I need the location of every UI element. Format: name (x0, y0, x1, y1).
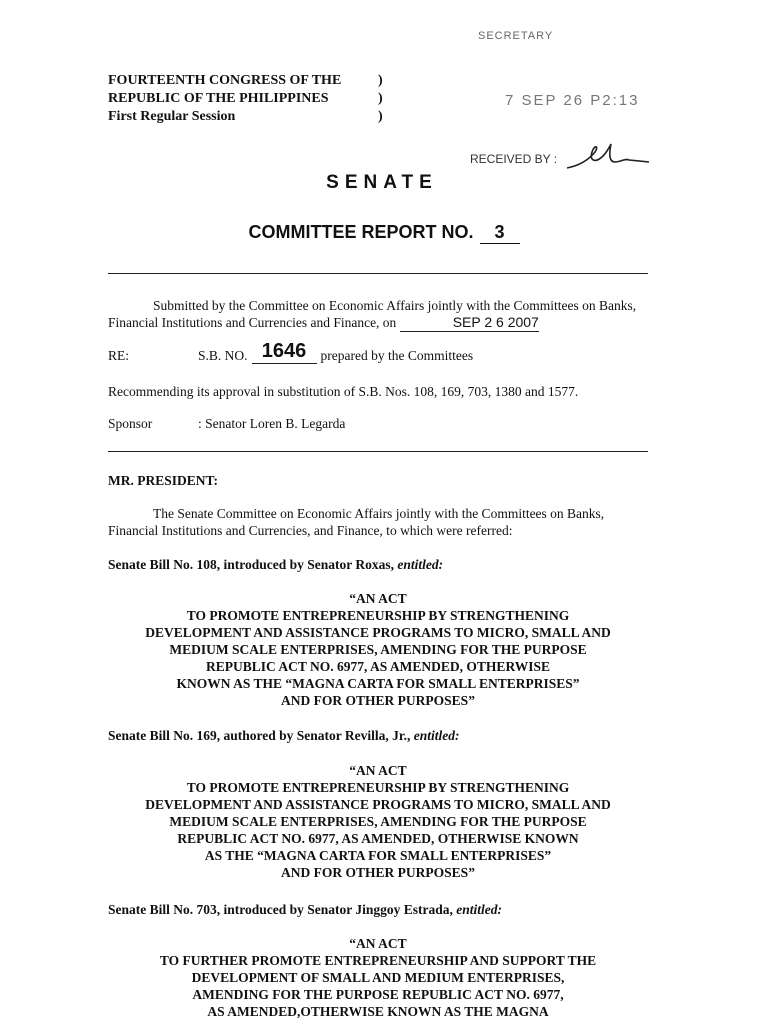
secretary-stamp: SECRETARY (478, 30, 554, 42)
bill-title-line: AMENDING FOR THE PURPOSE REPUBLIC ACT NO. 6977, (192, 987, 564, 1002)
salutation: MR. PRESIDENT: (108, 473, 219, 488)
committee-report-number: 3 (480, 222, 520, 244)
bill-entitled: entitled: (397, 557, 444, 572)
bill-title-line: KNOWN AS THE “MAGNA CARTA FOR SMALL ENTERPRISES” (176, 676, 580, 691)
congress-line-2: REPUBLIC OF THE PHILIPPINES (108, 91, 329, 106)
bill-title-line: TO FURTHER PROMOTE ENTREPRENEURSHIP AND SUPPORT THE (159, 953, 597, 968)
bill-heading (108, 902, 502, 918)
sponsor-line (108, 416, 345, 432)
divider (108, 273, 648, 274)
sponsor-value: : Senator Loren B. Legarda (198, 416, 346, 431)
received-by-label: RECEIVED BY : (470, 152, 558, 166)
bill-title-line: REPUBLIC ACT NO. 6977, AS AMENDED, OTHERWISE KNOWN (177, 831, 579, 846)
sb-number: 1646 (252, 340, 317, 364)
paren: ) (378, 91, 383, 106)
senate-title-text: SENATE (326, 172, 438, 193)
sponsor-label: Sponsor (108, 416, 153, 431)
bill-title-line: DEVELOPMENT OF SMALL AND MEDIUM ENTERPRISES, (191, 970, 565, 985)
signature-mark (565, 140, 650, 172)
bill-title-block (108, 590, 648, 709)
bill-entitled: entitled: (456, 902, 503, 917)
committee-report-label: COMMITTEE REPORT NO. (248, 222, 474, 242)
bill-title-block (108, 935, 648, 1020)
congress-header (108, 72, 388, 126)
submitted-text: Submitted by the Committee on Economic Affairs jointly with the Committees on Banks, Financial Institutions and Currencies and Finance, on (108, 298, 637, 330)
bill-heading-text: Senate Bill No. 703, introduced by Senator Jinggoy Estrada, (108, 902, 453, 917)
re-line (108, 340, 473, 364)
bill-title-line: TO PROMOTE ENTREPRENEURSHIP BY STRENGTHENING (186, 780, 570, 795)
bill-title-line: AND FOR OTHER PURPOSES” (281, 865, 475, 880)
bill-heading (108, 557, 443, 573)
bill-heading-text: Senate Bill No. 108, introduced by Senator Roxas, (108, 557, 395, 572)
committee-report-heading (0, 222, 768, 244)
bill-title-line: AS AMENDED,OTHERWISE KNOWN AS THE MAGNA (207, 1004, 549, 1019)
submitted-date: SEP 2 6 2007 (400, 314, 539, 332)
divider (108, 451, 648, 452)
paren: ) (378, 73, 383, 88)
bill-title-line: “AN ACT (349, 591, 407, 606)
bill-entitled: entitled: (413, 728, 460, 743)
bill-heading-text: Senate Bill No. 169, authored by Senator Revilla, Jr., (108, 728, 411, 743)
re-suffix: prepared by the Committees (320, 348, 474, 363)
bill-title-block (108, 762, 648, 881)
date-stamp: 7 SEP 26 P2:13 (505, 92, 640, 109)
re-label: RE: (108, 348, 130, 363)
bill-title-line: AND FOR OTHER PURPOSES” (281, 693, 475, 708)
session-line: First Regular Session (108, 109, 236, 124)
intro-paragraph: The Senate Committee on Economic Affairs jointly with the Committees on Banks, Financial Institutions and Currencies, and Finance, to which were referred: (108, 506, 605, 538)
recommending-line: Recommending its approval in substitution of S.B. Nos. 108, 169, 703, 1380 and 1577. (108, 384, 579, 399)
bill-title-line: DEVELOPMENT AND ASSISTANCE PROGRAMS TO MICRO, SMALL AND (145, 625, 611, 640)
bill-title-line: MEDIUM SCALE ENTERPRISES, AMENDING FOR THE PURPOSE (169, 642, 587, 657)
bill-heading (108, 728, 460, 744)
bill-title-line: AS THE “MAGNA CARTA FOR SMALL ENTERPRISES” (204, 848, 552, 863)
bill-title-line: DEVELOPMENT AND ASSISTANCE PROGRAMS TO MICRO, SMALL AND (145, 797, 611, 812)
congress-line-1: FOURTEENTH CONGRESS OF THE (108, 73, 342, 88)
bill-title-line: REPUBLIC ACT NO. 6977, AS AMENDED, OTHERWISE (206, 659, 550, 674)
paren: ) (378, 109, 383, 124)
bill-title-line: “AN ACT (349, 763, 407, 778)
submitted-paragraph (108, 297, 648, 332)
bill-title-line: MEDIUM SCALE ENTERPRISES, AMENDING FOR THE PURPOSE (169, 814, 587, 829)
bill-title-line: TO PROMOTE ENTREPRENEURSHIP BY STRENGTHENING (186, 608, 570, 623)
sb-no-label: S.B. NO. (198, 348, 248, 363)
senate-title (0, 172, 768, 194)
bill-title-line: “AN ACT (349, 936, 407, 951)
